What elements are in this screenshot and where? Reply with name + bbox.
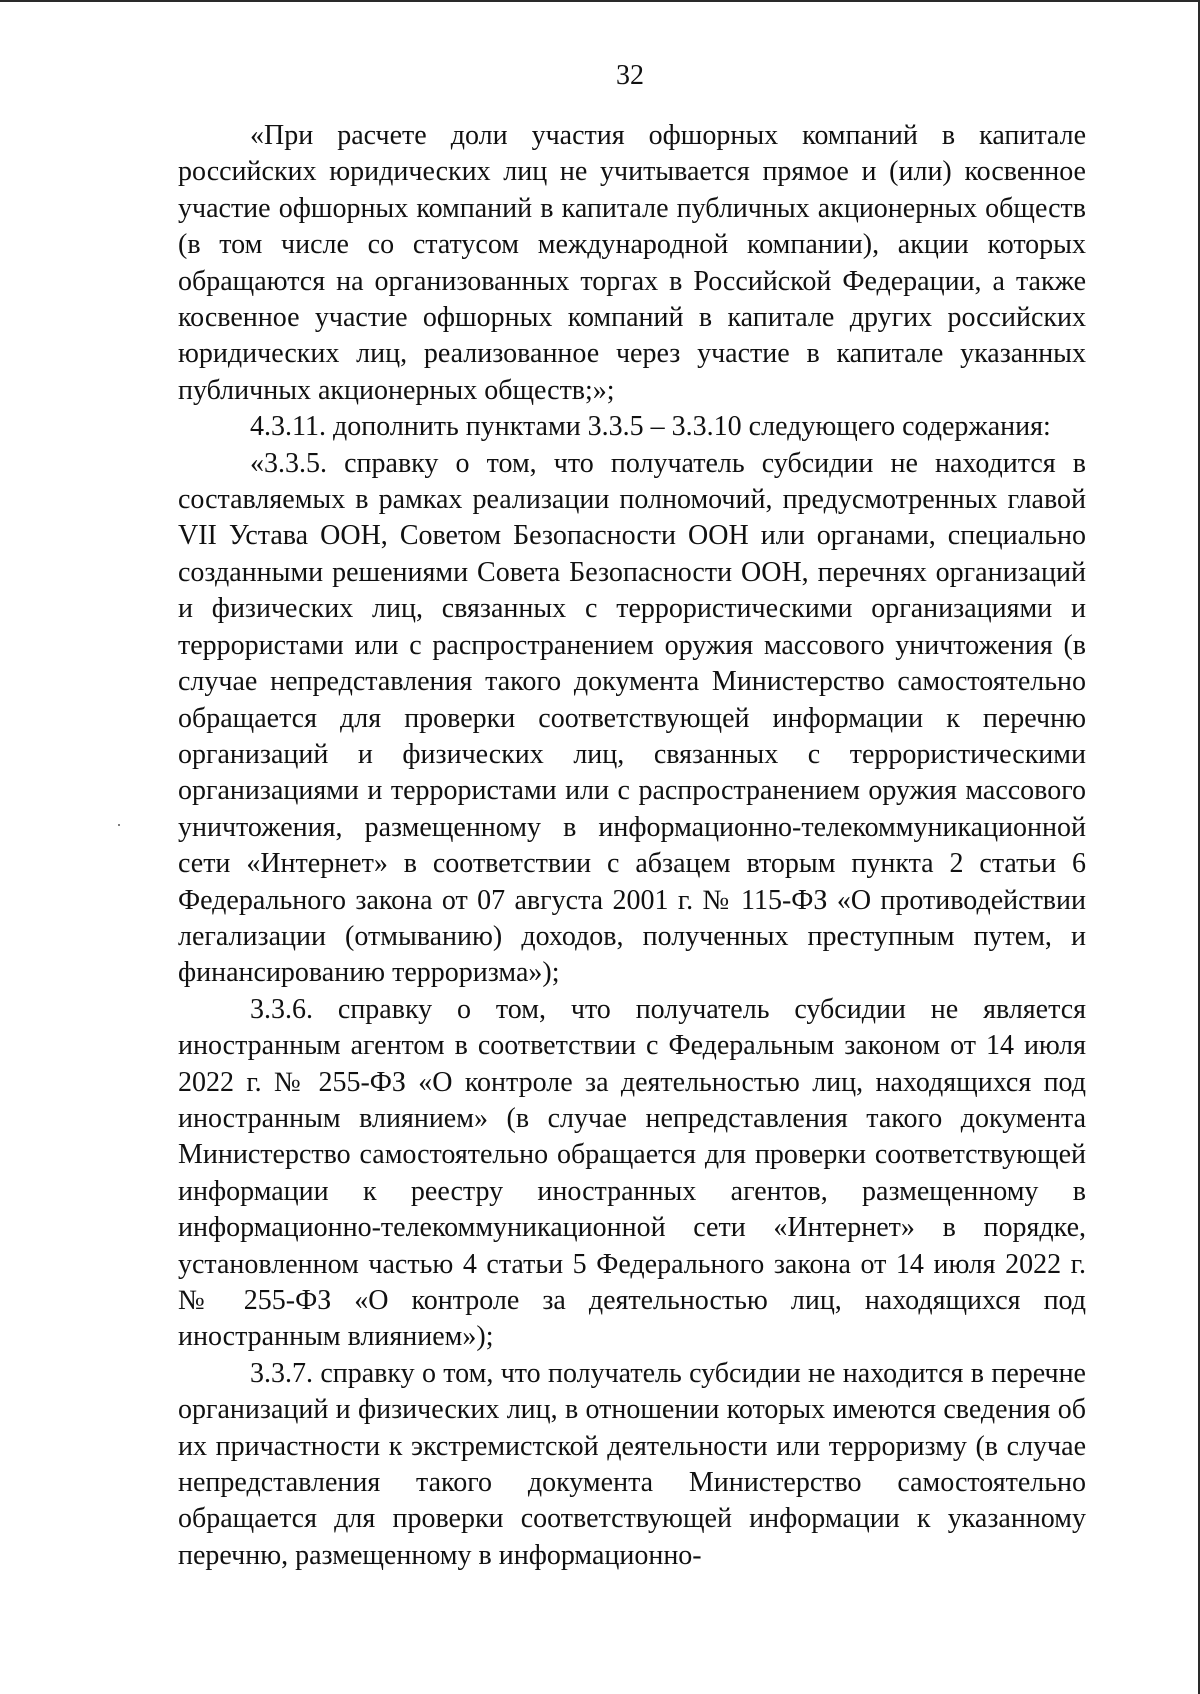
paragraph-offshore-participation: «При расчете доли участия офшорных компаний в капитале российских юридических лиц не учитывается прямое и (или) косвенное участие офшорных компаний в капитале публичных акционерных обществ (в том числе со статусом международной компании), акции которых обращаются на организованных торгах в Российской Федерации, а также косвенное участие офшорных компаний в капитале других российских юридических лиц, реализованное через участие в капитале указанных публичных акционерных обществ;»;	[178, 120, 1086, 406]
scan-edge-top	[0, 0, 1200, 2]
page-number: 32	[616, 60, 644, 91]
paragraph-3-3-6: 3.3.6. справку о том, что получатель субсидии не является иностранным агентом в соответствии с Федеральным законом от 14 июля 2022 г. № 255-ФЗ «О контроле за деятельностью лиц, находящихся под иностранным влиянием» (в случае непредставления такого документа Министерство самостоятельно обращается для проверки соответствующей информации к реестру иностранных агентов, размещенному в информационно-телекоммуникационной сети «Интернет» в порядке, установленном частью 4 статьи 5 Федерального закона от 14 июля 2022 г. № 255-ФЗ «О контроле за деятельностью лиц, находящихся под иностранным влиянием»);	[178, 993, 1086, 1353]
document-body	[178, 118, 1086, 1574]
paragraph-3-3-5: «3.3.5. справку о том, что получатель субсидии не находится в составляемых в рамках реализации полномочий, предусмотренных главой VII Устава ООН, Советом Безопасности ООН или органами, специально созданными решениями Совета Безопасности ООН, перечнях организаций и физических лиц, связанных с террористическими организациями и террористами или с распространением оружия массового уничтожения (в случае непредставления такого документа Министерство самостоятельно обращается для проверки соответствующей информации к перечню организаций и физических лиц, связанных с террористическими организациями и террористами или с распространением оружия массового уничтожения, размещенному в информационно-телекоммуникационной сети «Интернет» в соответствии с абзацем вторым пункта 2 статьи 6 Федерального закона от 07 августа 2001 г. № 115-ФЗ «О противодействии легализации (отмыванию) доходов, полученных преступным путем, и финансированию терроризма»);	[178, 447, 1086, 989]
paragraph-4-3-11: 4.3.11. дополнить пунктами 3.3.5 – 3.3.10 следующего содержания:	[250, 411, 1051, 443]
paragraph-3-3-7: 3.3.7. справку о том, что получатель субсидии не находится в перечне организаций и физических лиц, в отношении которых имеются сведения об их причастности к экстремистской деятельности или терроризму (в случае непредставления такого документа Министерство самостоятельно обращается для проверки соответствующей информации к указанному перечню, размещенному в информационно-	[178, 1357, 1086, 1571]
scan-speck	[118, 824, 120, 826]
